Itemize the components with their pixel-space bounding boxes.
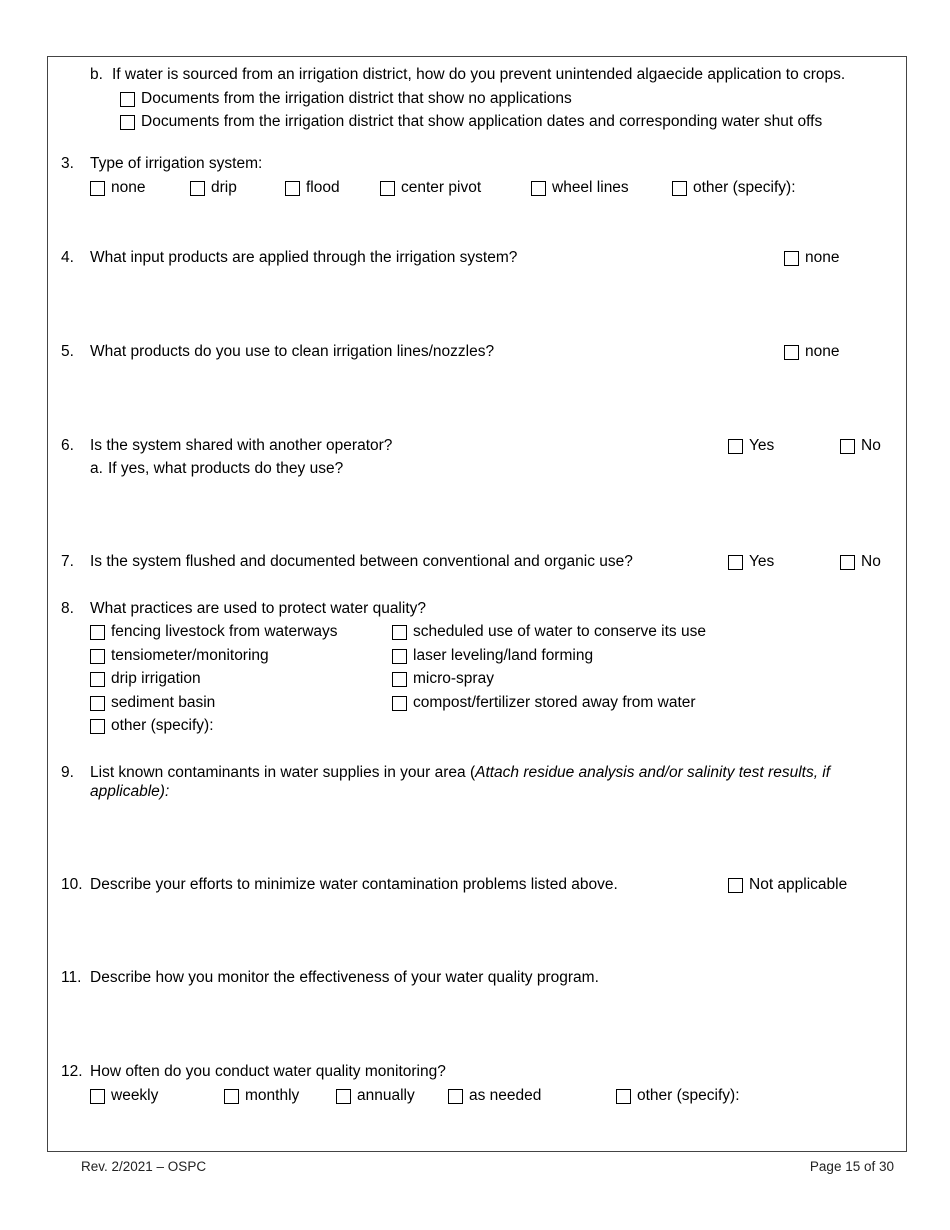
checkbox[interactable] xyxy=(616,1089,631,1104)
option-label: Yes xyxy=(749,553,775,570)
q8-option-laser-leveling[interactable] xyxy=(392,647,593,665)
q12-text: How often do you conduct water quality monitoring? xyxy=(90,1063,446,1080)
q8-option-micro-spray[interactable] xyxy=(392,670,494,688)
q6-text: Is the system shared with another operator? xyxy=(90,437,393,454)
checkbox[interactable] xyxy=(190,181,205,196)
q8-text: What practices are used to protect water quality? xyxy=(90,600,426,617)
q2b-label: b. xyxy=(90,66,103,83)
option-label: No xyxy=(861,553,881,570)
q3-option-flood[interactable] xyxy=(285,179,340,197)
checkbox[interactable] xyxy=(90,719,105,734)
q2b-option-application-dates[interactable] xyxy=(120,113,822,131)
checkbox[interactable] xyxy=(728,555,743,570)
q2b-text: If water is sourced from an irrigation district, how do you prevent unintended algaecide application to crops. xyxy=(112,66,846,83)
option-label: other (specify): xyxy=(693,179,796,196)
checkbox[interactable] xyxy=(224,1089,239,1104)
q8-option-fencing-livestock[interactable] xyxy=(90,623,338,641)
option-label: Documents from the irrigation district that show no applications xyxy=(141,90,572,107)
q8-number: 8. xyxy=(61,600,74,617)
checkbox[interactable] xyxy=(531,181,546,196)
checkbox[interactable] xyxy=(90,649,105,664)
q8-option-scheduled-use[interactable] xyxy=(392,623,706,641)
q9-text-italic: Attach residue analysis and/or salinity test results, if xyxy=(475,764,831,781)
option-label: compost/fertilizer stored away from water xyxy=(413,694,696,711)
option-label: laser leveling/land forming xyxy=(413,647,594,664)
q11-number: 11. xyxy=(61,969,82,986)
checkbox[interactable] xyxy=(336,1089,351,1104)
q10-text: Describe your efforts to minimize water contamination problems listed above. xyxy=(90,876,618,893)
q7-option-yes[interactable] xyxy=(728,553,774,571)
q8-option-sediment-basin[interactable] xyxy=(90,694,215,712)
q6a-label: a. xyxy=(90,460,103,477)
option-label: No xyxy=(861,437,881,454)
checkbox[interactable] xyxy=(90,1089,105,1104)
q12-option-annually[interactable] xyxy=(336,1087,415,1105)
option-label: fencing livestock from waterways xyxy=(111,623,338,640)
q7-text: Is the system flushed and documented between conventional and organic use? xyxy=(90,553,633,570)
option-label: monthly xyxy=(245,1087,300,1104)
q2b-option-no-applications[interactable] xyxy=(120,90,572,108)
q7-number: 7. xyxy=(61,553,74,570)
q3-option-none[interactable] xyxy=(90,179,145,197)
q3-option-other[interactable] xyxy=(672,179,796,197)
q3-option-wheel-lines[interactable] xyxy=(531,179,629,197)
checkbox[interactable] xyxy=(90,672,105,687)
q12-option-as-needed[interactable] xyxy=(448,1087,541,1105)
checkbox[interactable] xyxy=(392,649,407,664)
q9-number: 9. xyxy=(61,764,74,781)
option-label: Documents from the irrigation district that show application dates and corresponding water shut offs xyxy=(141,113,823,130)
checkbox[interactable] xyxy=(285,181,300,196)
checkbox[interactable] xyxy=(392,672,407,687)
checkbox[interactable] xyxy=(672,181,687,196)
footer-page-number: Page 15 of 30 xyxy=(809,1159,894,1174)
q6a-text: If yes, what products do they use? xyxy=(108,460,344,477)
q12-option-weekly[interactable] xyxy=(90,1087,158,1105)
checkbox[interactable] xyxy=(840,555,855,570)
checkbox[interactable] xyxy=(728,439,743,454)
checkbox[interactable] xyxy=(840,439,855,454)
q10-number: 10. xyxy=(61,876,83,893)
option-label: none xyxy=(111,179,146,196)
q9-text-italic-continued: applicable): xyxy=(90,783,170,800)
option-label: other (specify): xyxy=(637,1087,740,1104)
q6-number: 6. xyxy=(61,437,74,454)
q12-number: 12. xyxy=(61,1063,83,1080)
checkbox[interactable] xyxy=(120,115,135,130)
option-label: drip irrigation xyxy=(111,670,201,687)
q5-text: What products do you use to clean irrigation lines/nozzles? xyxy=(90,343,495,360)
q5-option-none[interactable] xyxy=(784,343,839,361)
q3-text: Type of irrigation system: xyxy=(90,155,263,172)
checkbox[interactable] xyxy=(784,345,799,360)
checkbox[interactable] xyxy=(784,251,799,266)
q6-option-yes[interactable] xyxy=(728,437,774,455)
q7-option-no[interactable] xyxy=(840,553,881,571)
option-label: sediment basin xyxy=(111,694,216,711)
q3-number: 3. xyxy=(61,155,74,172)
checkbox[interactable] xyxy=(392,696,407,711)
option-label: Not applicable xyxy=(749,876,848,893)
q4-number: 4. xyxy=(61,249,74,266)
q8-option-compost-storage[interactable] xyxy=(392,694,696,712)
option-label: center pivot xyxy=(401,179,482,196)
q4-option-none[interactable] xyxy=(784,249,839,267)
q10-option-not-applicable[interactable] xyxy=(728,876,847,894)
option-label: Yes xyxy=(749,437,775,454)
checkbox[interactable] xyxy=(380,181,395,196)
checkbox[interactable] xyxy=(448,1089,463,1104)
checkbox[interactable] xyxy=(392,625,407,640)
q6-option-no[interactable] xyxy=(840,437,881,455)
q8-option-tensiometer[interactable] xyxy=(90,647,269,665)
option-label: micro-spray xyxy=(413,670,494,687)
checkbox[interactable] xyxy=(90,181,105,196)
q8-option-other[interactable] xyxy=(90,717,214,735)
option-label: weekly xyxy=(111,1087,159,1104)
checkbox[interactable] xyxy=(728,878,743,893)
q9-text-plain: List known contaminants in water supplies in your area ( xyxy=(90,764,476,781)
option-label: other (specify): xyxy=(111,717,214,734)
q3-option-center-pivot[interactable] xyxy=(380,179,481,197)
checkbox[interactable] xyxy=(120,92,135,107)
q3-option-drip[interactable] xyxy=(190,179,237,197)
option-label: drip xyxy=(211,179,237,196)
checkbox[interactable] xyxy=(90,696,105,711)
option-label: none xyxy=(805,249,840,266)
q9-text xyxy=(90,764,830,782)
q12-option-monthly[interactable] xyxy=(224,1087,299,1105)
option-label: wheel lines xyxy=(552,179,629,196)
option-label: none xyxy=(805,343,840,360)
option-label: scheduled use of water to conserve its use xyxy=(413,623,706,640)
q11-text: Describe how you monitor the effectiveness of your water quality program. xyxy=(90,969,599,986)
option-label: tensiometer/monitoring xyxy=(111,647,269,664)
q5-number: 5. xyxy=(61,343,74,360)
option-label: annually xyxy=(357,1087,415,1104)
checkbox[interactable] xyxy=(90,625,105,640)
option-label: flood xyxy=(306,179,340,196)
q12-option-other[interactable] xyxy=(616,1087,740,1105)
footer-revision: Rev. 2/2021 – OSPC xyxy=(81,1159,207,1174)
q8-option-drip-irrigation[interactable] xyxy=(90,670,201,688)
q4-text: What input products are applied through the irrigation system? xyxy=(90,249,518,266)
option-label: as needed xyxy=(469,1087,542,1104)
